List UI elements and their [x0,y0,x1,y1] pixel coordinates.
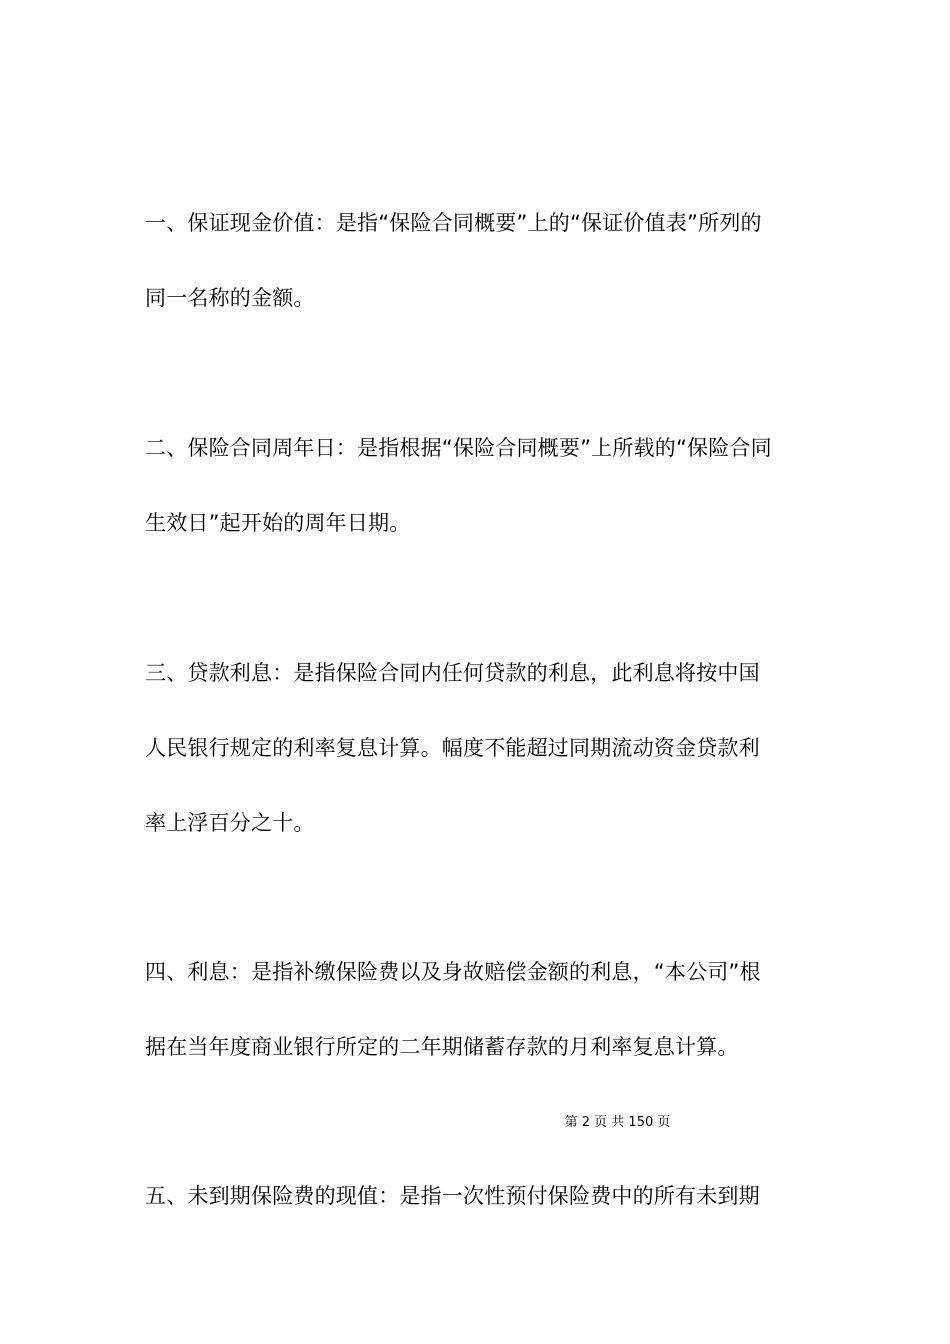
paragraph-4-line-2: 据在当年度商业银行所定的二年期储蓄存款的月利率复息计算。 [145,1035,739,1059]
paragraph-4-line-1: 四、利息：是指补缴保险费以及身故赔偿金额的利息，“本公司”根 [145,960,761,984]
paragraph-3-line-3: 率上浮百分之十。 [145,811,315,835]
paragraph-3-line-2: 人民银行规定的利率复息计算。幅度不能超过同期流动资金贷款利 [145,736,760,760]
page-number-footer: 第 2 页 共 150 页 [564,1115,671,1130]
paragraph-2-line-1: 二、保险合同周年日：是指根据“保险合同概要”上所载的“保险合同 [145,436,772,460]
paragraph-2-line-2: 生效日”起开始的周年日期。 [145,511,411,535]
paragraph-1-line-1: 一、保证现金价值：是指“保险合同概要”上的“保证价值表”所列的 [145,211,762,235]
paragraph-1-line-2: 同一名称的金额。 [145,286,315,310]
paragraph-5-line-1: 五、未到期保险费的现值：是指一次性预付保险费中的所有未到期 [145,1184,760,1208]
paragraph-3-line-1: 三、贷款利息：是指保险合同内任何贷款的利息，此利息将按中国 [145,661,760,685]
